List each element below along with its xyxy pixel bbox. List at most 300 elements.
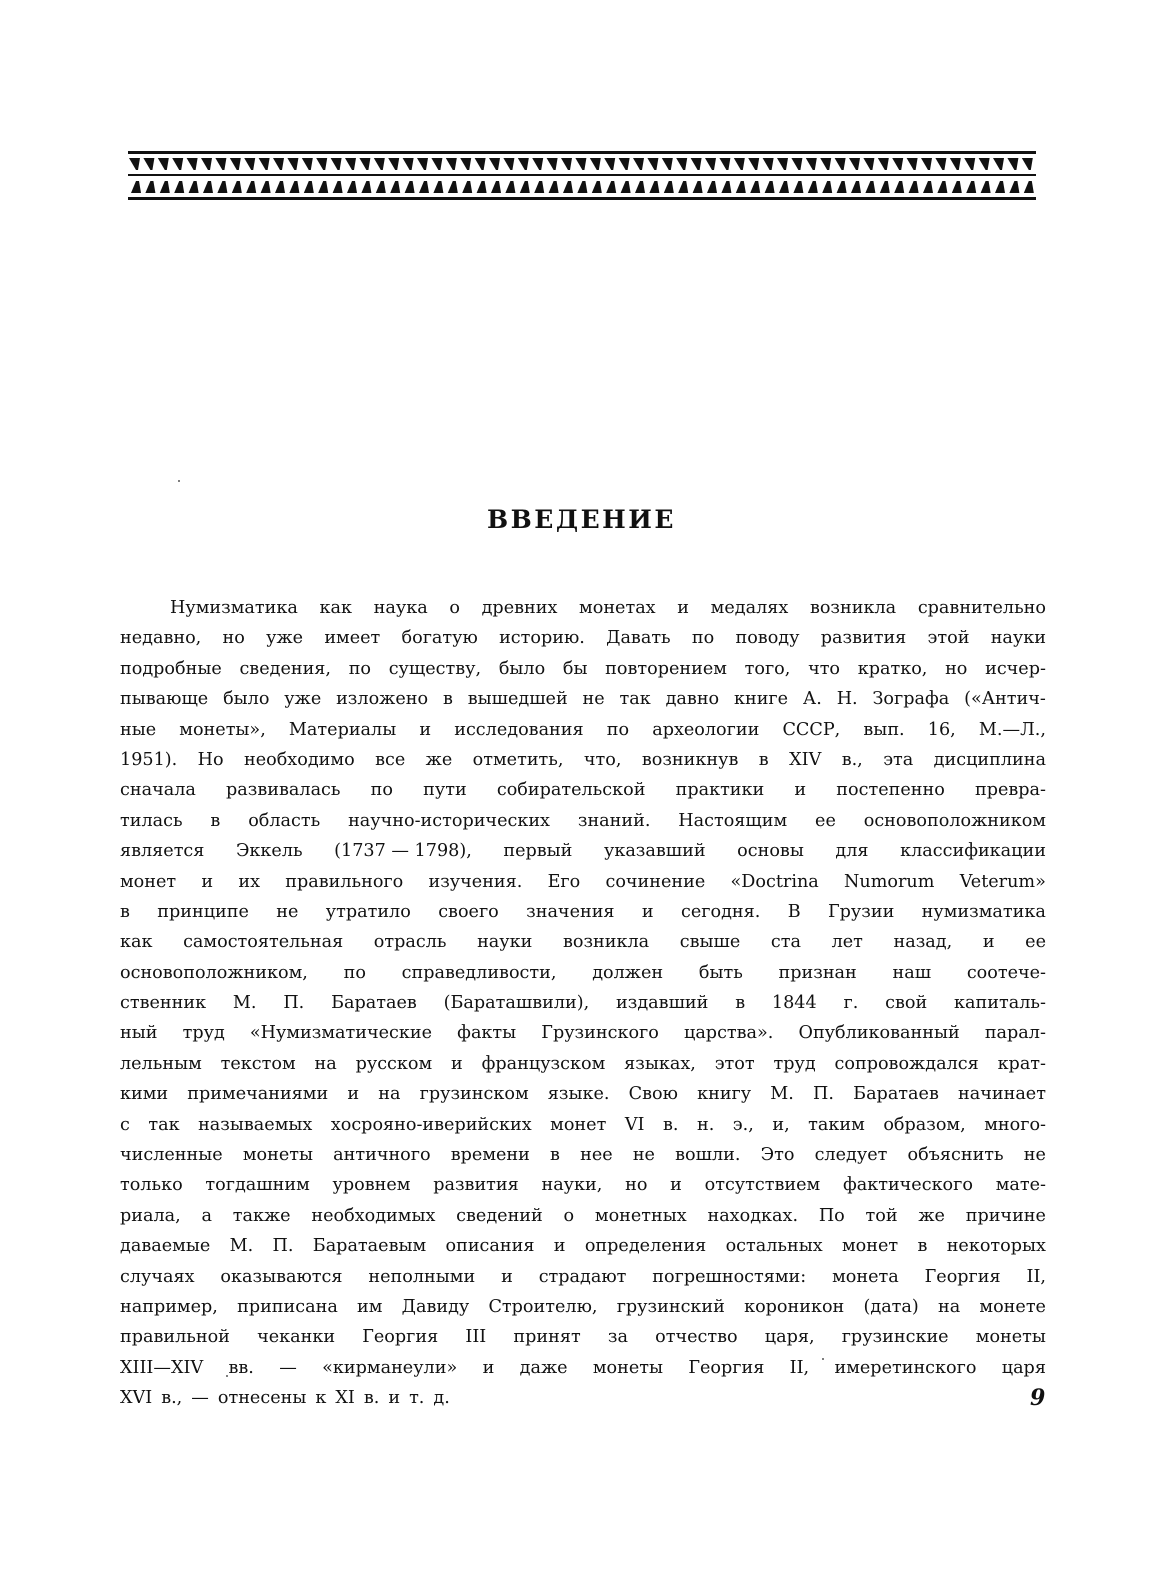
word: т. — [409, 1388, 425, 1409]
word: Эккель — [235, 841, 303, 862]
word: примечаниями — [187, 1084, 329, 1105]
word: ста — [770, 932, 801, 953]
word: труд — [182, 1023, 225, 1044]
word: и — [451, 1053, 463, 1074]
ornament-leaf-bottom — [1024, 181, 1034, 193]
text-line — [120, 897, 1046, 927]
ornament-leaf-top — [820, 158, 831, 170]
word: М. — [229, 1236, 254, 1257]
word: не — [632, 1145, 655, 1166]
word: даже — [519, 1357, 568, 1378]
word: н. — [696, 1114, 715, 1135]
word: монетах — [579, 598, 656, 618]
word: возникла — [562, 932, 650, 953]
ornament-leaf-bottom — [995, 181, 1005, 193]
word: изложено — [336, 689, 429, 710]
word: начинает — [958, 1084, 1046, 1105]
word: II, — [1026, 1266, 1046, 1287]
ornament-leaf-top — [993, 158, 1004, 170]
text-line — [120, 775, 1046, 805]
ornament-leaf-top — [575, 158, 586, 170]
word: в., — [161, 1388, 183, 1409]
word: Veterum» — [959, 871, 1046, 892]
word: объяснить — [907, 1145, 1004, 1166]
text-line — [120, 715, 1046, 745]
word: Баратаев — [331, 993, 417, 1014]
word: к — [315, 1388, 327, 1409]
word: изучения. — [428, 871, 523, 892]
word: и — [419, 719, 432, 740]
word: М. — [770, 1084, 794, 1105]
word: по — [348, 658, 372, 679]
word: факты — [457, 1023, 517, 1044]
word: и — [201, 871, 214, 892]
word: III — [465, 1327, 487, 1348]
ornament-leaf-bottom — [664, 181, 674, 193]
word: XIV — [789, 749, 822, 770]
ornament-leaf-bottom — [678, 181, 688, 193]
chapter-title: ВВЕДЕНИЕ — [487, 505, 676, 534]
word: пути — [423, 780, 467, 801]
ornament-leaf-bottom — [261, 181, 271, 193]
word: этой — [927, 628, 970, 649]
word: поводу — [735, 628, 800, 649]
word: и — [794, 780, 807, 801]
word: этот — [714, 1053, 755, 1074]
ornament-leaf-bottom — [765, 181, 775, 193]
text-line — [120, 1383, 1046, 1413]
word: монеты — [242, 1145, 313, 1166]
ornament-leaf-top — [791, 158, 802, 170]
word: определения — [584, 1236, 707, 1257]
word: М. — [232, 993, 257, 1014]
word: того, — [744, 658, 791, 679]
word: Георгия — [362, 1327, 439, 1348]
word: Настоящим — [678, 810, 788, 831]
ornament-leaf-bottom — [779, 181, 789, 193]
word: По — [818, 1205, 845, 1226]
ornament-leaf-bottom — [649, 181, 659, 193]
word: в — [917, 1236, 928, 1257]
word: находках. — [707, 1205, 799, 1226]
word: свой — [885, 993, 928, 1014]
word: все — [375, 749, 406, 770]
word: монеты — [592, 1357, 664, 1378]
word: основоположником — [863, 810, 1046, 831]
word: царя, — [764, 1327, 815, 1348]
text-line — [120, 1353, 1046, 1383]
word: богатую — [401, 628, 478, 649]
ornament-leaf-top — [647, 158, 658, 170]
word: по — [370, 780, 393, 801]
word: 1844 — [771, 993, 817, 1014]
word: не — [276, 901, 299, 922]
ornament-leaf-bottom — [736, 181, 746, 193]
word: образом, — [883, 1114, 966, 1135]
word: и, — [772, 1114, 790, 1135]
word: имеет — [324, 628, 381, 649]
word: принят — [513, 1327, 581, 1348]
ornament-leaf-top — [403, 158, 414, 170]
word: вышедшей — [467, 689, 568, 710]
ornament-leaf-top — [734, 158, 745, 170]
word: исчер- — [985, 658, 1046, 679]
print-speck — [226, 1375, 228, 1377]
ornament-leaf-top — [763, 158, 774, 170]
word: XIII—XIV — [120, 1357, 204, 1378]
word: о — [563, 1205, 575, 1226]
word: своего — [438, 901, 499, 922]
ornament-leaf-top — [806, 158, 817, 170]
word: историю. — [499, 628, 585, 649]
decorative-header-ornament — [128, 150, 1036, 202]
word: грузинский — [616, 1296, 725, 1317]
word: на — [378, 1084, 401, 1105]
ornament-leaf-bottom — [880, 181, 890, 193]
word: науки, — [541, 1175, 603, 1196]
word: по — [606, 719, 630, 740]
ornament-leaf-bottom — [837, 181, 847, 193]
word: значения — [526, 901, 615, 922]
word: пывающе — [120, 689, 209, 710]
word: для — [835, 841, 869, 862]
word: царства». — [684, 1023, 774, 1044]
text-line — [120, 988, 1046, 1018]
word: вып. — [863, 719, 905, 740]
ornament-leaf-top — [374, 158, 385, 170]
word: отрасль — [373, 932, 447, 953]
word: в. — [662, 1114, 679, 1135]
ornament-leaf-top — [935, 158, 946, 170]
word: книгу — [697, 1084, 752, 1105]
word: лет — [831, 932, 863, 953]
word: как — [319, 598, 352, 618]
word: постепенно — [836, 780, 945, 801]
word: — — [279, 1357, 297, 1378]
ornament-leaf-top — [979, 158, 990, 170]
word: отчество — [655, 1327, 738, 1348]
word: как — [120, 932, 153, 953]
word: XVI — [120, 1388, 153, 1409]
ornament-leaf-bottom — [246, 181, 256, 193]
ornament-leaf-bottom — [707, 181, 717, 193]
word: Грузии — [827, 901, 895, 922]
word: Давать — [606, 628, 671, 649]
word: существу, — [388, 658, 482, 679]
word: э., — [732, 1114, 754, 1135]
ornament-leaf-bottom — [750, 181, 760, 193]
ornament-top-rule — [128, 151, 1036, 154]
word: неполными — [368, 1266, 476, 1287]
word: СССР, — [782, 719, 841, 740]
word: монета — [832, 1266, 899, 1287]
word: в — [120, 901, 130, 922]
word: случаях — [120, 1266, 195, 1287]
text-line — [120, 1140, 1046, 1170]
word: же — [918, 1205, 945, 1226]
word: и — [553, 1236, 566, 1257]
ornament-leaf-bottom — [1009, 181, 1019, 193]
word: описания — [445, 1236, 535, 1257]
word: кратко, — [857, 658, 928, 679]
word: «Doctrina — [730, 871, 819, 892]
ornament-leaf-top — [345, 158, 356, 170]
ornament-leaf-bottom — [693, 181, 703, 193]
word: ные — [120, 719, 157, 740]
word: в — [550, 1145, 560, 1166]
ornament-leaf-bottom — [419, 181, 429, 193]
word: издавший — [616, 993, 709, 1014]
word: труд — [773, 1053, 816, 1074]
word: собирательской — [496, 780, 646, 801]
word: о — [449, 598, 460, 618]
word: область — [248, 810, 321, 831]
ornament-leaf-top — [518, 158, 529, 170]
ornament-leaf-bottom — [505, 181, 515, 193]
word: и — [388, 1388, 401, 1409]
ornament-leaf-top — [259, 158, 270, 170]
word: правильного — [285, 871, 404, 892]
word: развивалась — [226, 780, 341, 801]
ornament-leaf-top — [388, 158, 399, 170]
word: но — [625, 1175, 648, 1196]
word: основоположником, — [120, 962, 308, 983]
word: также — [232, 1205, 291, 1226]
word: на — [314, 1053, 337, 1074]
ornament-leaf-bottom — [721, 181, 731, 193]
ornament-leaf-top — [158, 158, 169, 170]
word: уже — [266, 628, 304, 649]
word: царя — [1001, 1357, 1046, 1378]
ornament-leaf-top — [532, 158, 543, 170]
word: классификации — [900, 841, 1046, 862]
word: так — [619, 689, 651, 710]
word: П. — [283, 993, 305, 1014]
word: текстом — [220, 1053, 296, 1074]
word: следует — [814, 1145, 888, 1166]
text-line — [120, 654, 1046, 684]
word: и — [347, 1084, 360, 1105]
ornament-leaf-top — [950, 158, 961, 170]
word: в — [735, 993, 746, 1014]
word: причине — [965, 1205, 1046, 1226]
word: науки — [477, 932, 533, 953]
word: возникнув — [641, 749, 739, 770]
word: называемых — [198, 1114, 313, 1135]
ornament-leaf-bottom — [275, 181, 285, 193]
word: той — [865, 1205, 898, 1226]
word: много- — [984, 1114, 1046, 1135]
text-line — [120, 1201, 1046, 1231]
word: превра- — [974, 780, 1046, 801]
word: было — [223, 689, 270, 710]
ornament-leaf-bottom — [390, 181, 400, 193]
word: сопровождался — [834, 1053, 979, 1074]
word: и — [482, 1357, 495, 1378]
ornament-leaf-top — [143, 158, 154, 170]
text-line — [120, 1322, 1046, 1352]
word: уже — [284, 689, 322, 710]
word: Георгия — [688, 1357, 765, 1378]
word: чеканки — [257, 1327, 336, 1348]
word: но — [222, 628, 245, 649]
ornament-leaf-bottom — [592, 181, 602, 193]
text-line — [120, 927, 1046, 957]
word: погрешностями: — [652, 1266, 807, 1287]
ornament-leaf-bottom — [606, 181, 616, 193]
word: (Бараташвили), — [443, 993, 590, 1014]
word: и — [501, 1266, 513, 1287]
print-speck — [178, 480, 180, 482]
word: необходимо — [243, 749, 355, 770]
word: XI — [335, 1388, 355, 1409]
word: в — [442, 689, 453, 710]
word: научно-исторических — [348, 810, 550, 831]
ornament-leaf-bottom — [174, 181, 184, 193]
word: по — [691, 628, 715, 649]
ornament-leaf-bottom — [203, 181, 213, 193]
ornament-leaf-bottom — [520, 181, 530, 193]
word: практики — [675, 780, 765, 801]
text-line — [120, 1231, 1046, 1261]
ornament-leaf-bottom — [433, 181, 443, 193]
ornament-leaf-top — [691, 158, 702, 170]
word: что — [808, 658, 841, 679]
ornament-leaf-top — [662, 158, 673, 170]
word: но — [945, 658, 968, 679]
word: французском — [481, 1053, 606, 1074]
word: ственник — [120, 993, 207, 1014]
word: развития — [820, 628, 907, 649]
word: свыше — [679, 932, 741, 953]
word: Грузинского — [541, 1023, 659, 1044]
word: отсутствием — [704, 1175, 821, 1196]
word: грузинские — [841, 1327, 949, 1348]
word: монете — [979, 1296, 1046, 1317]
word: первый — [503, 841, 573, 862]
text-line — [120, 1170, 1046, 1200]
word: языке. — [547, 1084, 610, 1105]
print-speck — [822, 1358, 824, 1360]
word: вв. — [228, 1357, 254, 1378]
word: оказываются — [220, 1266, 343, 1287]
word: 1951). — [120, 749, 178, 770]
word: бы — [562, 658, 588, 679]
word: развития — [433, 1175, 519, 1196]
text-line — [120, 1079, 1046, 1109]
word: хосрояно-иверийских — [330, 1114, 532, 1135]
ornament-middle-rule — [128, 174, 1036, 176]
word: наука — [373, 598, 428, 618]
ornament-leaf-top — [489, 158, 500, 170]
introduction-paragraph — [120, 593, 1046, 1414]
text-line — [120, 1292, 1046, 1322]
word: Давиду — [401, 1296, 470, 1317]
word: уровнем — [332, 1175, 411, 1196]
ornament-leaf-top — [359, 158, 370, 170]
word: Зографа — [872, 689, 950, 710]
word: «Нумизматические — [249, 1023, 433, 1044]
ornament-leaf-top — [676, 158, 687, 170]
ornament-leaf-bottom — [635, 181, 645, 193]
text-line — [120, 1049, 1046, 1079]
text-line — [120, 745, 1046, 775]
word: фактического — [842, 1175, 973, 1196]
ornament-leaf-bottom — [491, 181, 501, 193]
word: Это — [760, 1145, 795, 1166]
text-line — [120, 867, 1046, 897]
word: исследования — [454, 719, 584, 740]
word: таким — [808, 1114, 865, 1135]
word: необходимых — [311, 1205, 436, 1226]
word: монет — [550, 1114, 607, 1135]
word: (1737 — 1798), — [334, 841, 472, 862]
word: наш — [892, 962, 932, 983]
ornament-leaf-top — [460, 158, 471, 170]
word: Numorum — [844, 871, 935, 892]
ornament-leaf-top — [215, 158, 226, 170]
word: кими — [120, 1084, 169, 1105]
text-line — [120, 1110, 1046, 1140]
word: «кирманеули» — [322, 1357, 458, 1378]
word: знаний. — [577, 810, 651, 831]
word: Опубликованный — [798, 1023, 960, 1044]
ornament-leaf-top — [878, 158, 889, 170]
word: Материалы — [288, 719, 397, 740]
word: сведений — [456, 1205, 543, 1226]
word: Его — [547, 871, 581, 892]
word: Но — [197, 749, 224, 770]
ornament-leaf-bottom — [333, 181, 343, 193]
ornament-leaf-bottom — [952, 181, 962, 193]
ornament-leaf-top — [907, 158, 918, 170]
word: и — [982, 932, 995, 953]
word: соотече- — [966, 962, 1046, 983]
word: по — [343, 962, 366, 983]
word: древних — [481, 598, 558, 618]
word: риала, — [120, 1205, 181, 1226]
word: в., — [841, 749, 863, 770]
ornament-leaf-top — [835, 158, 846, 170]
ornament-leaf-bottom — [289, 181, 299, 193]
word: П. — [813, 1084, 834, 1105]
ornament-leaf-bottom — [448, 181, 458, 193]
word: и — [641, 901, 654, 922]
ornament-leaf-top — [302, 158, 313, 170]
ornament-leaf-top — [1022, 158, 1033, 170]
text-line — [120, 593, 1046, 623]
ornament-leaf-top — [273, 158, 284, 170]
ornament-leaf-top — [748, 158, 759, 170]
word: тилась — [120, 810, 183, 831]
ornament-leaf-top — [1007, 158, 1018, 170]
ornament-leaf-top — [777, 158, 788, 170]
ornament-leaf-top — [561, 158, 572, 170]
word: монеты — [975, 1327, 1046, 1348]
ornament-leaf-bottom — [232, 181, 242, 193]
ornament-leaf-top — [547, 158, 558, 170]
word: лельным — [120, 1053, 202, 1074]
word: Строителю, — [488, 1296, 598, 1317]
ornament-leaf-bottom — [577, 181, 587, 193]
word: утратило — [325, 901, 411, 922]
word: не — [1023, 1145, 1046, 1166]
word: например, — [120, 1296, 218, 1317]
text-line — [120, 836, 1046, 866]
ornament-leaf-top — [331, 158, 342, 170]
word: остальных — [725, 1236, 823, 1257]
word: сведения, — [239, 658, 331, 679]
